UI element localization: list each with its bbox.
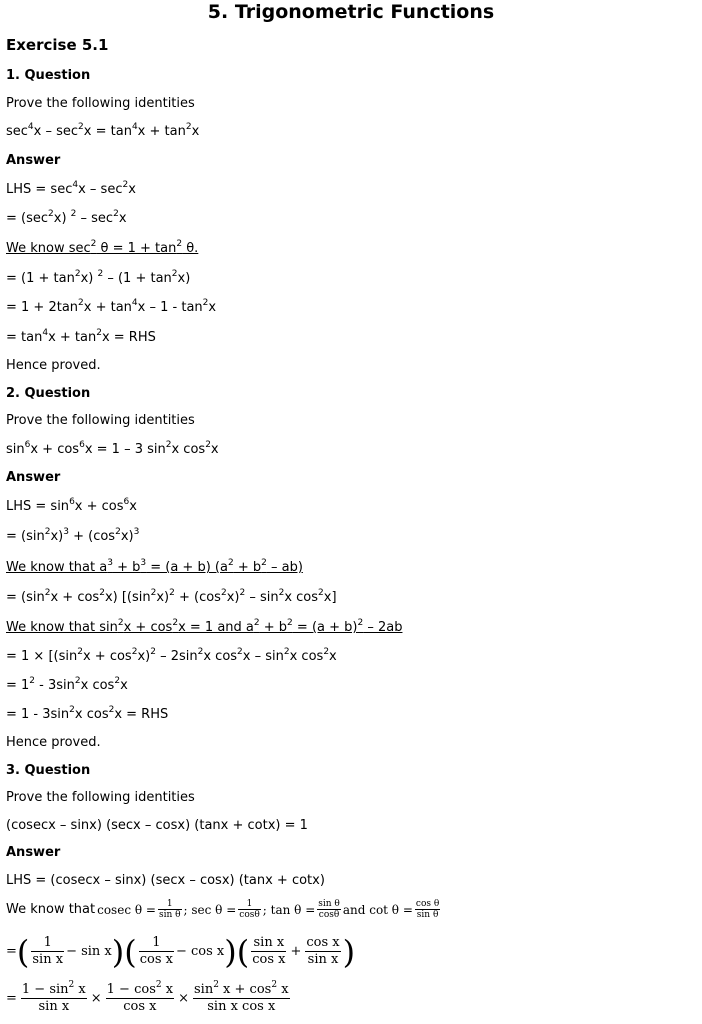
q1-prompt: Prove the following identities (6, 96, 195, 111)
q3-prompt: Prove the following identities (6, 790, 195, 805)
q2-prompt: Prove the following identities (6, 413, 195, 428)
q1-step-6: = $\tan^4x + \tan^2x$ = RHS (6, 328, 156, 345)
q3-combined: = $\frac{1 - \sin^2 x}{\text{sin x}}$ × $\frac{1 - \cos^2 x}{\text{cos x}}$ × $\frac{\sin^2 x + \cos^2 x}{\text{sin x cos x}}$ (6, 980, 289, 1014)
q2-step-8: = $1 - 3\sin^2x$ $\cos^2x$ = RHS (6, 705, 169, 722)
q3-heading: 3. Question (6, 763, 91, 778)
q1-heading: 1. Question (6, 68, 91, 83)
q1-step-4: = $(1 + \tan^2x)$ $^2 - (1 + \tan^2x)$ (6, 269, 191, 286)
q2-step-7: = $1^2 - 3\sin^2x$ $\cos^2x$ (6, 676, 128, 693)
q1-identity: $\sec^4x - \sec^2x = \tan^4x + \tan^2x$ (6, 122, 200, 139)
q2-step-6: = $1 \times [(\sin^2x + \cos^2x)^2 - 2\sin^2x$ $\cos^2x - \sin^2x$ $\cos^2x$ (6, 647, 337, 664)
q2-step-3: We know that $a^3 + b^3 = (a + b) (a^2 + b^2 - ab)$ (6, 558, 303, 575)
q1-conclusion: Hence proved. (6, 358, 101, 373)
exercise-heading: Exercise 5.1 (6, 36, 109, 54)
q2-answer-label: Answer (6, 470, 61, 485)
q3-identity: (cosecx – sinx) (secx – cosx) (tanx + cotx) = 1 (6, 818, 308, 833)
q2-step-2: = $(\sin^2x)^3 + (\cos^2x)^3$ (6, 527, 140, 544)
q1-step-3: We know $\sec^2 \theta = 1 + \tan^2 \theta$. (6, 239, 199, 256)
q3-substitution: = ( $\frac{1}{\text{sin x}}$ − sin x ) ( $\frac{1}{\text{cos x}}$ − cos x ) ( $\frac{\text{sin x}}{\text{cos x}}$ + $\frac{\text{cos x}}{\text{sin x}}$ ) (6, 932, 356, 971)
q1-step-5: = $1 + 2\tan^2x + \tan^4x - 1 - \tan^2x$ (6, 298, 217, 315)
q1-step-1: LHS = $\sec^4x - \sec^2x$ (6, 180, 136, 197)
q3-answer-label: Answer (6, 845, 61, 860)
q3-lhs: LHS = (cosecx – sinx) (secx – cosx) (tanx + cotx) (6, 873, 325, 888)
q2-conclusion: Hence proved. (6, 735, 101, 750)
q2-step-1: LHS = $\sin^6x + \cos^6x$ (6, 497, 137, 514)
q3-known-identities: We know that cosec θ = $\frac{1}{\text{sin θ}}$ ; sec θ = $\frac{1}{\cos\theta}$ ; tan θ = $\frac{\text{sin θ}}{\cos\theta}$ and cot θ = $\frac{\text{cos θ}}{\text{sin θ}}$ (6, 899, 440, 920)
q2-identity: $\sin^6x + \cos^6x = 1 - 3$ $\sin^2x$ $\cos^2x$ (6, 440, 219, 457)
q1-step-2: = $(\sec^2x)$ $^2 - \sec^2x$ (6, 209, 127, 226)
q1-answer-label: Answer (6, 153, 61, 168)
document-title: 5. Trigonometric Functions (207, 1, 495, 23)
q2-step-5: We know that $\sin^2x + \cos^2x = 1$ and $a^2 + b^2 = (a + b)^2 - 2ab$ (6, 618, 403, 635)
q2-heading: 2. Question (6, 386, 91, 401)
q2-step-4: = $(\sin^2x + \cos^2x) [(\sin^2x)^2 + (\cos^2x)^2 - \sin^2x$ $\cos^2x$] (6, 588, 337, 605)
